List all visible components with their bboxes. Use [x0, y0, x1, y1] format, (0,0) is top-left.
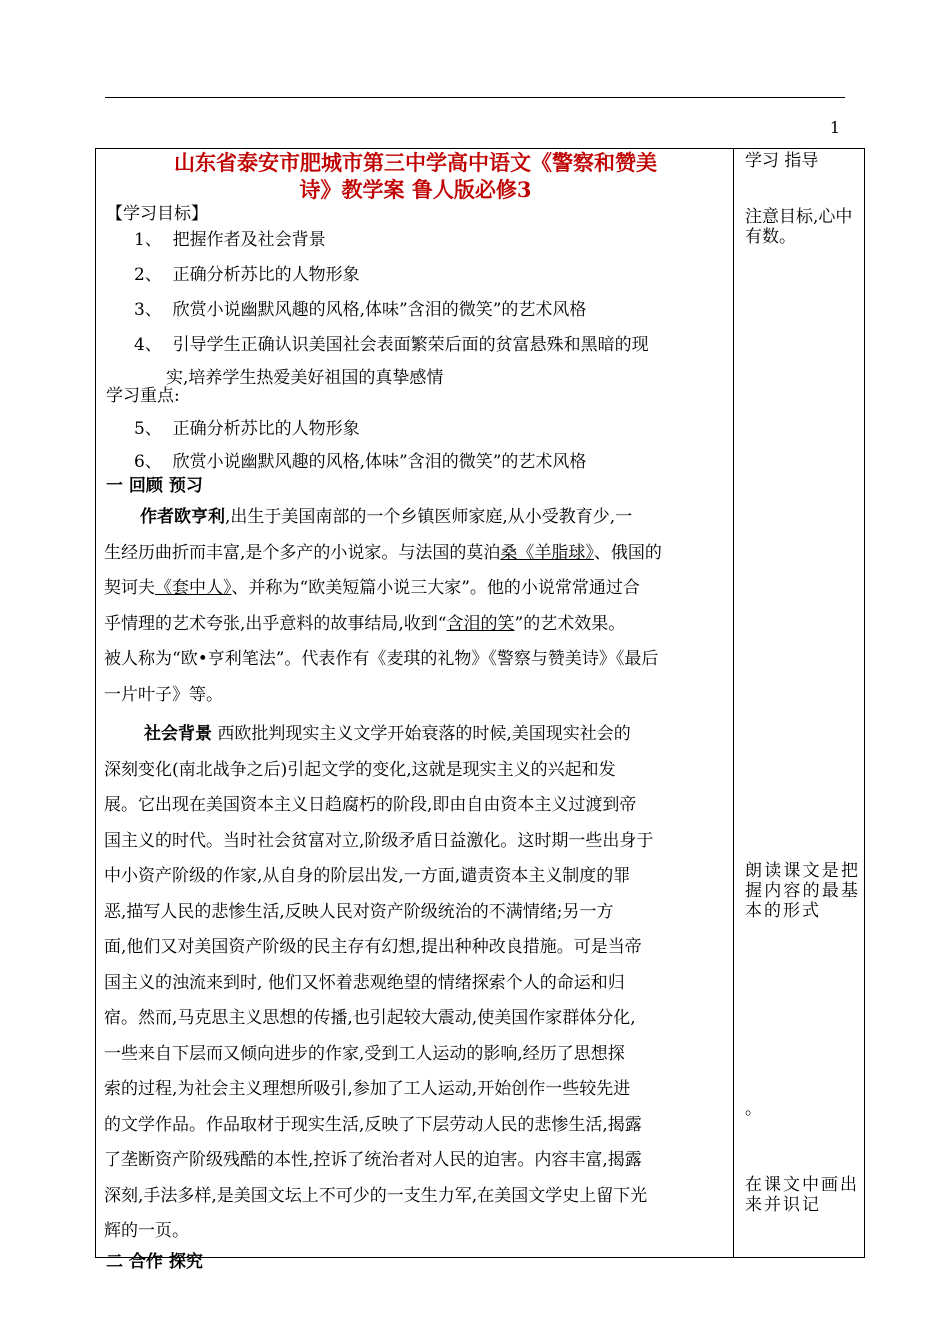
- goal-item: 1、 把握作者及社会背景: [134, 230, 326, 250]
- guide-note-goals: 注意目标,心中有数。: [745, 207, 853, 247]
- work-title-link: 桑《羊脂球》: [500, 542, 594, 563]
- goal-item-continuation: 实,培养学生热爱美好祖国的真挚感情: [166, 368, 444, 388]
- work-title-link: 《套中人》: [155, 578, 232, 598]
- top-rule: [105, 97, 845, 98]
- social-background-lead: 社会背景: [144, 724, 212, 744]
- goals-header: 【学习目标】: [106, 204, 208, 224]
- social-background-paragraph: 社会背景 西欧批判现实主义文学开始衰落的时候,美国现实社会的 深刻变化(南北战争之后)引起文学的变化,这就是现实主义的兴起和发 展。它出现在美国资本主义日趋腐朽的阶段,即由自由资本主义过渡到帝 国主义的时代。当时社会贫富对立,阶级矛盾日益激化。这时期一些出身于 中小资产阶级的作家,从自身的阶层出发,一方面,谴责资本主义制度的罪 恶,描写人民的悲惨生活,反映人民对资产阶级统治的不满情绪;另一方 面,他们又对美国资产阶级的民主存有幻想,提出种种改良措施。可是当帝 国主义的浊流来到时, 他们又怀着悲观绝望的情绪探索个人的命运和归 宿。然而,马克思主义思想的传播,也引起较大震动,使美国作家群体分化, 一些来自下层而又倾向进步的作家,受到工人运动的影响,经历了思想探 索的过程,为社会主义理想所吸引,参加了工人运动,开始创作一些较先进 的文学作品。作品取材于现实生活,反映了下层劳动人民的悲惨生活,揭露 了垄断资产阶级残酷的本性,控诉了统治者对人民的迫害。内容丰富,揭露 深刻,手法多样,是美国文坛上不可少的一支生力军,在美国文学史上留下光 辉的一页。: [104, 724, 654, 1241]
- goal-item: 2、 正确分析苏比的人物形象: [134, 265, 360, 285]
- section-review: 一 回顾 预习: [106, 476, 203, 496]
- guide-note-dot: 。: [745, 1099, 762, 1119]
- document-title: [104, 149, 727, 203]
- column-divider: [733, 149, 734, 1257]
- lesson-table: [95, 118, 865, 1272]
- page-number: 1: [829, 118, 840, 137]
- goal-item: 3、 欣赏小说幽默风趣的风格,体味”含泪的微笑”的艺术风格: [134, 300, 587, 320]
- key-points-header: 学习重点:: [106, 386, 180, 406]
- underlined-phrase: 含泪的笑: [446, 613, 515, 634]
- section-cooperate: 二 合作 探究: [106, 1251, 203, 1272]
- guide-note-reading: 朗读课文是把握内容的最基本的形式: [745, 861, 860, 921]
- key-item: 5、 正确分析苏比的人物形象: [134, 419, 360, 439]
- guide-header: 学习 指导: [745, 151, 819, 171]
- goal-item: 4、 引导学生正确认识美国社会表面繁荣后面的贫富悬殊和黑暗的现: [134, 335, 649, 355]
- author-lead: 作者欧亨利: [140, 507, 225, 527]
- key-item: 6、 欣赏小说幽默风趣的风格,体味”含泪的微笑”的艺术风格: [134, 452, 587, 472]
- title-line-2: 诗》教学案 鲁人版必修3: [299, 177, 532, 202]
- guide-note-mark: 在课文中画出来并识记: [745, 1175, 859, 1215]
- main-column: [104, 149, 727, 1274]
- author-paragraph: 作者欧亨利,出生于美国南部的一个乡镇医师家庭,从小受教育少,一 生经历曲折而丰富,是个多产的小说家。与法国的莫泊桑《羊脂球》、俄国的 契诃夫《套中人》、并称为“欧美短篇小说三大家”。他的小说常常通过合 乎情理的艺术夸张,出乎意料的故事结局,收到“含泪的笑”的艺术效果。 被人称为“欧•亨利笔法”。代表作有《麦琪的礼物》《警察与赞美诗》《最后 一片叶子》等。: [104, 507, 662, 705]
- title-line-1: 山东省泰安市肥城市第三中学高中语文《警察和赞美: [174, 150, 657, 175]
